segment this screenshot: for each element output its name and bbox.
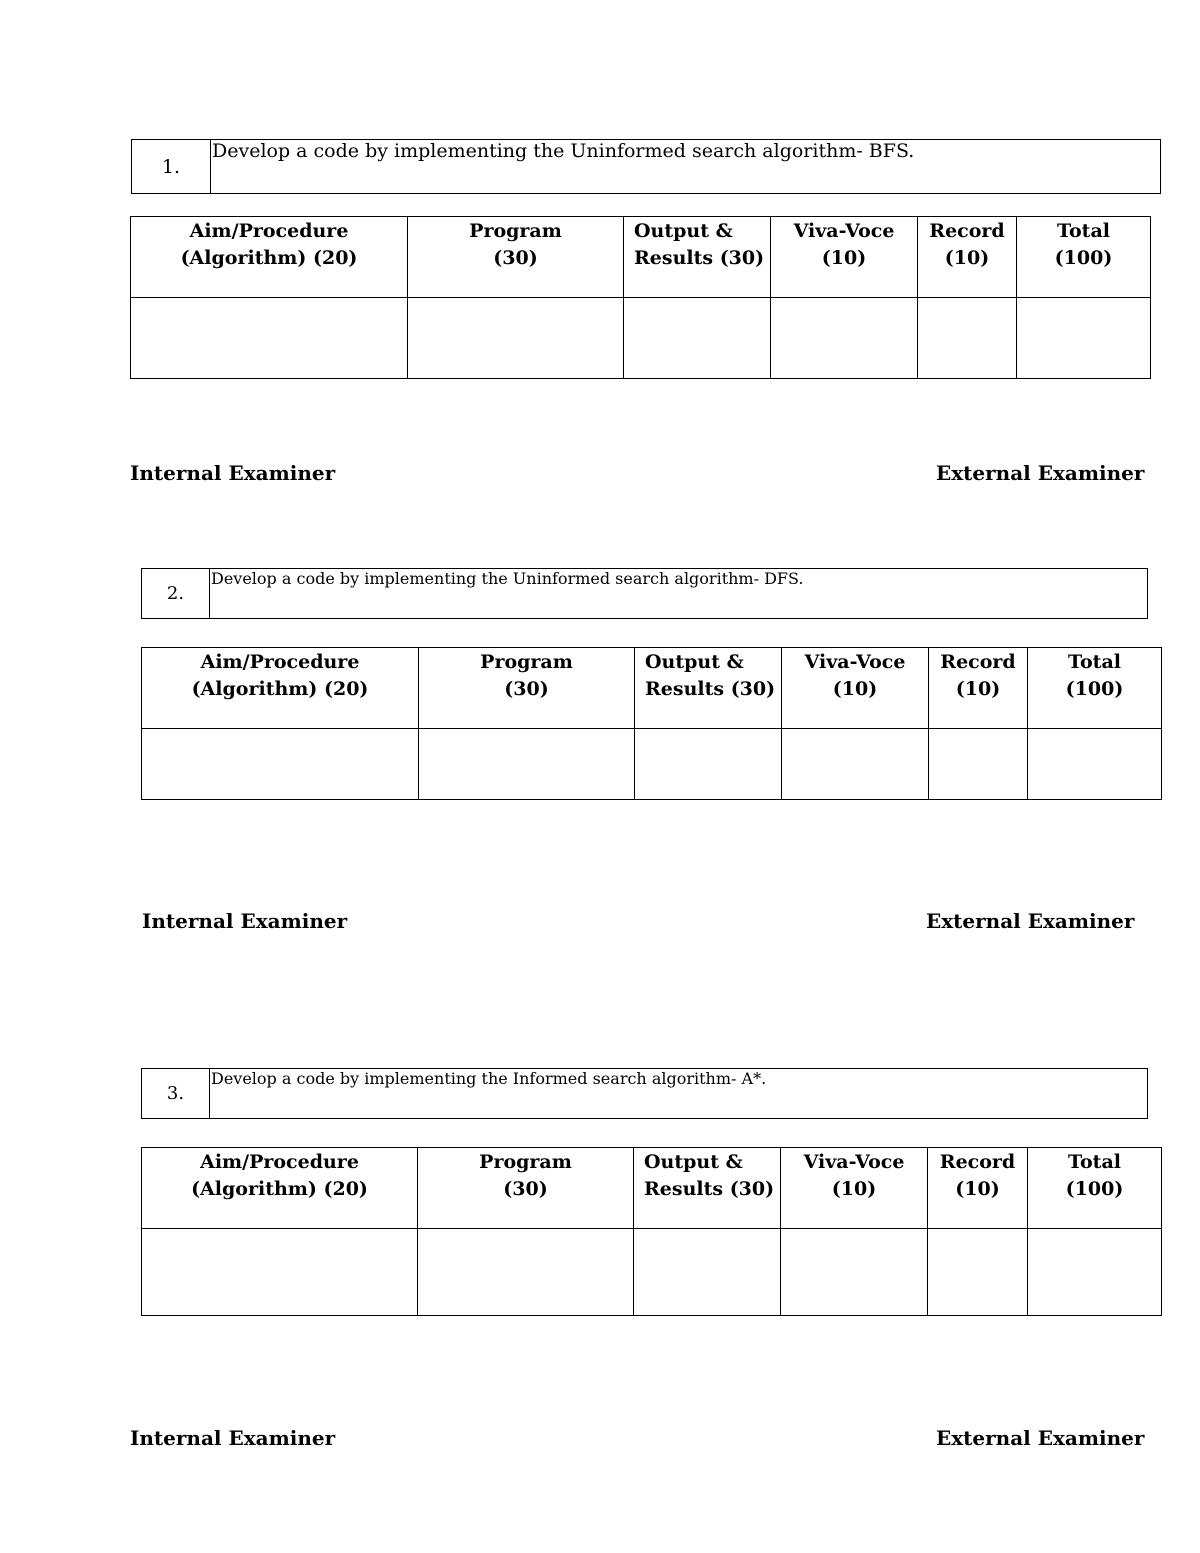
- score-cell-record[interactable]: [929, 729, 1028, 800]
- header-output: [635, 648, 782, 729]
- header-aim: [142, 1148, 418, 1229]
- score-cell-output[interactable]: [634, 1229, 781, 1316]
- experiment-title: Develop a code by implementing the Uninformed search algorithm- DFS.: [210, 569, 1148, 619]
- header-output-line2: Results (30): [634, 247, 765, 269]
- header-total: [1017, 217, 1151, 298]
- score-cell-viva[interactable]: [771, 298, 918, 379]
- header-total: [1028, 648, 1162, 729]
- internal-examiner-label: Internal Examiner: [130, 461, 336, 485]
- score-cell-program[interactable]: [418, 1229, 634, 1316]
- header-program-line1: Program: [480, 651, 573, 673]
- header-program-line1: Program: [479, 1151, 572, 1173]
- header-output-line2: Results (30): [645, 678, 776, 700]
- header-viva: [771, 217, 918, 298]
- marks-table-3: [141, 1147, 1162, 1316]
- score-cell-viva[interactable]: [782, 729, 929, 800]
- header-viva-line2: (10): [821, 247, 867, 269]
- header-total-line2: (100): [1054, 247, 1113, 269]
- score-cell-program[interactable]: [408, 298, 624, 379]
- score-cell-program[interactable]: [419, 729, 635, 800]
- header-output: [624, 217, 771, 298]
- header-output: [634, 1148, 781, 1229]
- score-cell-aim[interactable]: [142, 729, 419, 800]
- score-cell-record[interactable]: [918, 298, 1017, 379]
- header-aim-line2: (Algorithm) (20): [191, 1178, 368, 1200]
- marks-table-2: [141, 647, 1162, 800]
- header-total-line2: (100): [1065, 678, 1124, 700]
- header-record-line1: Record: [929, 220, 1005, 242]
- header-program-line2: (30): [503, 1178, 548, 1200]
- header-aim: [131, 217, 408, 298]
- experiment-title: Develop a code by implementing the Informed search algorithm- A*.: [210, 1069, 1148, 1119]
- header-total-line2: (100): [1065, 1178, 1124, 1200]
- header-aim-line2: (Algorithm) (20): [191, 678, 369, 700]
- internal-examiner-label: Internal Examiner: [130, 1426, 336, 1450]
- header-total-line1: Total: [1057, 220, 1110, 242]
- header-viva-line2: (10): [832, 678, 878, 700]
- header-viva: [781, 1148, 928, 1229]
- header-program: [419, 648, 635, 729]
- header-output-line1: Output &: [645, 651, 744, 673]
- score-cell-aim[interactable]: [131, 298, 408, 379]
- header-total-line1: Total: [1068, 651, 1121, 673]
- experiment-title: Develop a code by implementing the Uninformed search algorithm- BFS.: [211, 140, 1161, 194]
- score-cell-total[interactable]: [1017, 298, 1151, 379]
- header-record: [929, 648, 1028, 729]
- experiment-number: 3.: [142, 1069, 210, 1119]
- header-aim-line1: Aim/Procedure: [200, 651, 360, 673]
- external-examiner-label: External Examiner: [936, 461, 1145, 485]
- header-viva-line1: Viva-Voce: [803, 1151, 905, 1173]
- experiment-1-title-box: [131, 139, 1161, 194]
- score-cell-aim[interactable]: [142, 1229, 418, 1316]
- external-examiner-label: External Examiner: [926, 909, 1135, 933]
- header-record-line2: (10): [955, 678, 1001, 700]
- header-aim-line2: (Algorithm) (20): [180, 247, 358, 269]
- header-output-line1: Output &: [644, 1151, 743, 1173]
- score-cell-output[interactable]: [624, 298, 771, 379]
- header-total: [1028, 1148, 1162, 1229]
- experiment-number: 1.: [132, 140, 211, 194]
- header-viva: [782, 648, 929, 729]
- header-aim: [142, 648, 419, 729]
- experiment-3-title-box: [141, 1068, 1148, 1119]
- header-record: [918, 217, 1017, 298]
- header-program-line1: Program: [469, 220, 562, 242]
- score-cell-record[interactable]: [928, 1229, 1028, 1316]
- header-output-line1: Output &: [634, 220, 733, 242]
- header-viva-line1: Viva-Voce: [793, 220, 895, 242]
- external-examiner-label: External Examiner: [936, 1426, 1145, 1450]
- header-program-line2: (30): [493, 247, 538, 269]
- header-aim-line1: Aim/Procedure: [189, 220, 349, 242]
- internal-examiner-label: Internal Examiner: [142, 909, 348, 933]
- header-output-line2: Results (30): [644, 1178, 775, 1200]
- experiment-2-title-box: [141, 568, 1148, 619]
- experiment-number: 2.: [142, 569, 210, 619]
- score-cell-output[interactable]: [635, 729, 782, 800]
- score-cell-total[interactable]: [1028, 729, 1162, 800]
- score-cell-total[interactable]: [1028, 1229, 1162, 1316]
- header-viva-line1: Viva-Voce: [804, 651, 906, 673]
- header-record-line2: (10): [955, 1178, 1000, 1200]
- score-cell-viva[interactable]: [781, 1229, 928, 1316]
- header-record-line2: (10): [944, 247, 990, 269]
- header-program: [418, 1148, 634, 1229]
- header-total-line1: Total: [1068, 1151, 1121, 1173]
- header-record-line1: Record: [940, 651, 1016, 673]
- header-record: [928, 1148, 1028, 1229]
- header-viva-line2: (10): [831, 1178, 877, 1200]
- marks-table-1: [130, 216, 1151, 379]
- header-program: [408, 217, 624, 298]
- header-aim-line1: Aim/Procedure: [200, 1151, 359, 1173]
- header-record-line1: Record: [939, 1151, 1016, 1173]
- header-program-line2: (30): [504, 678, 549, 700]
